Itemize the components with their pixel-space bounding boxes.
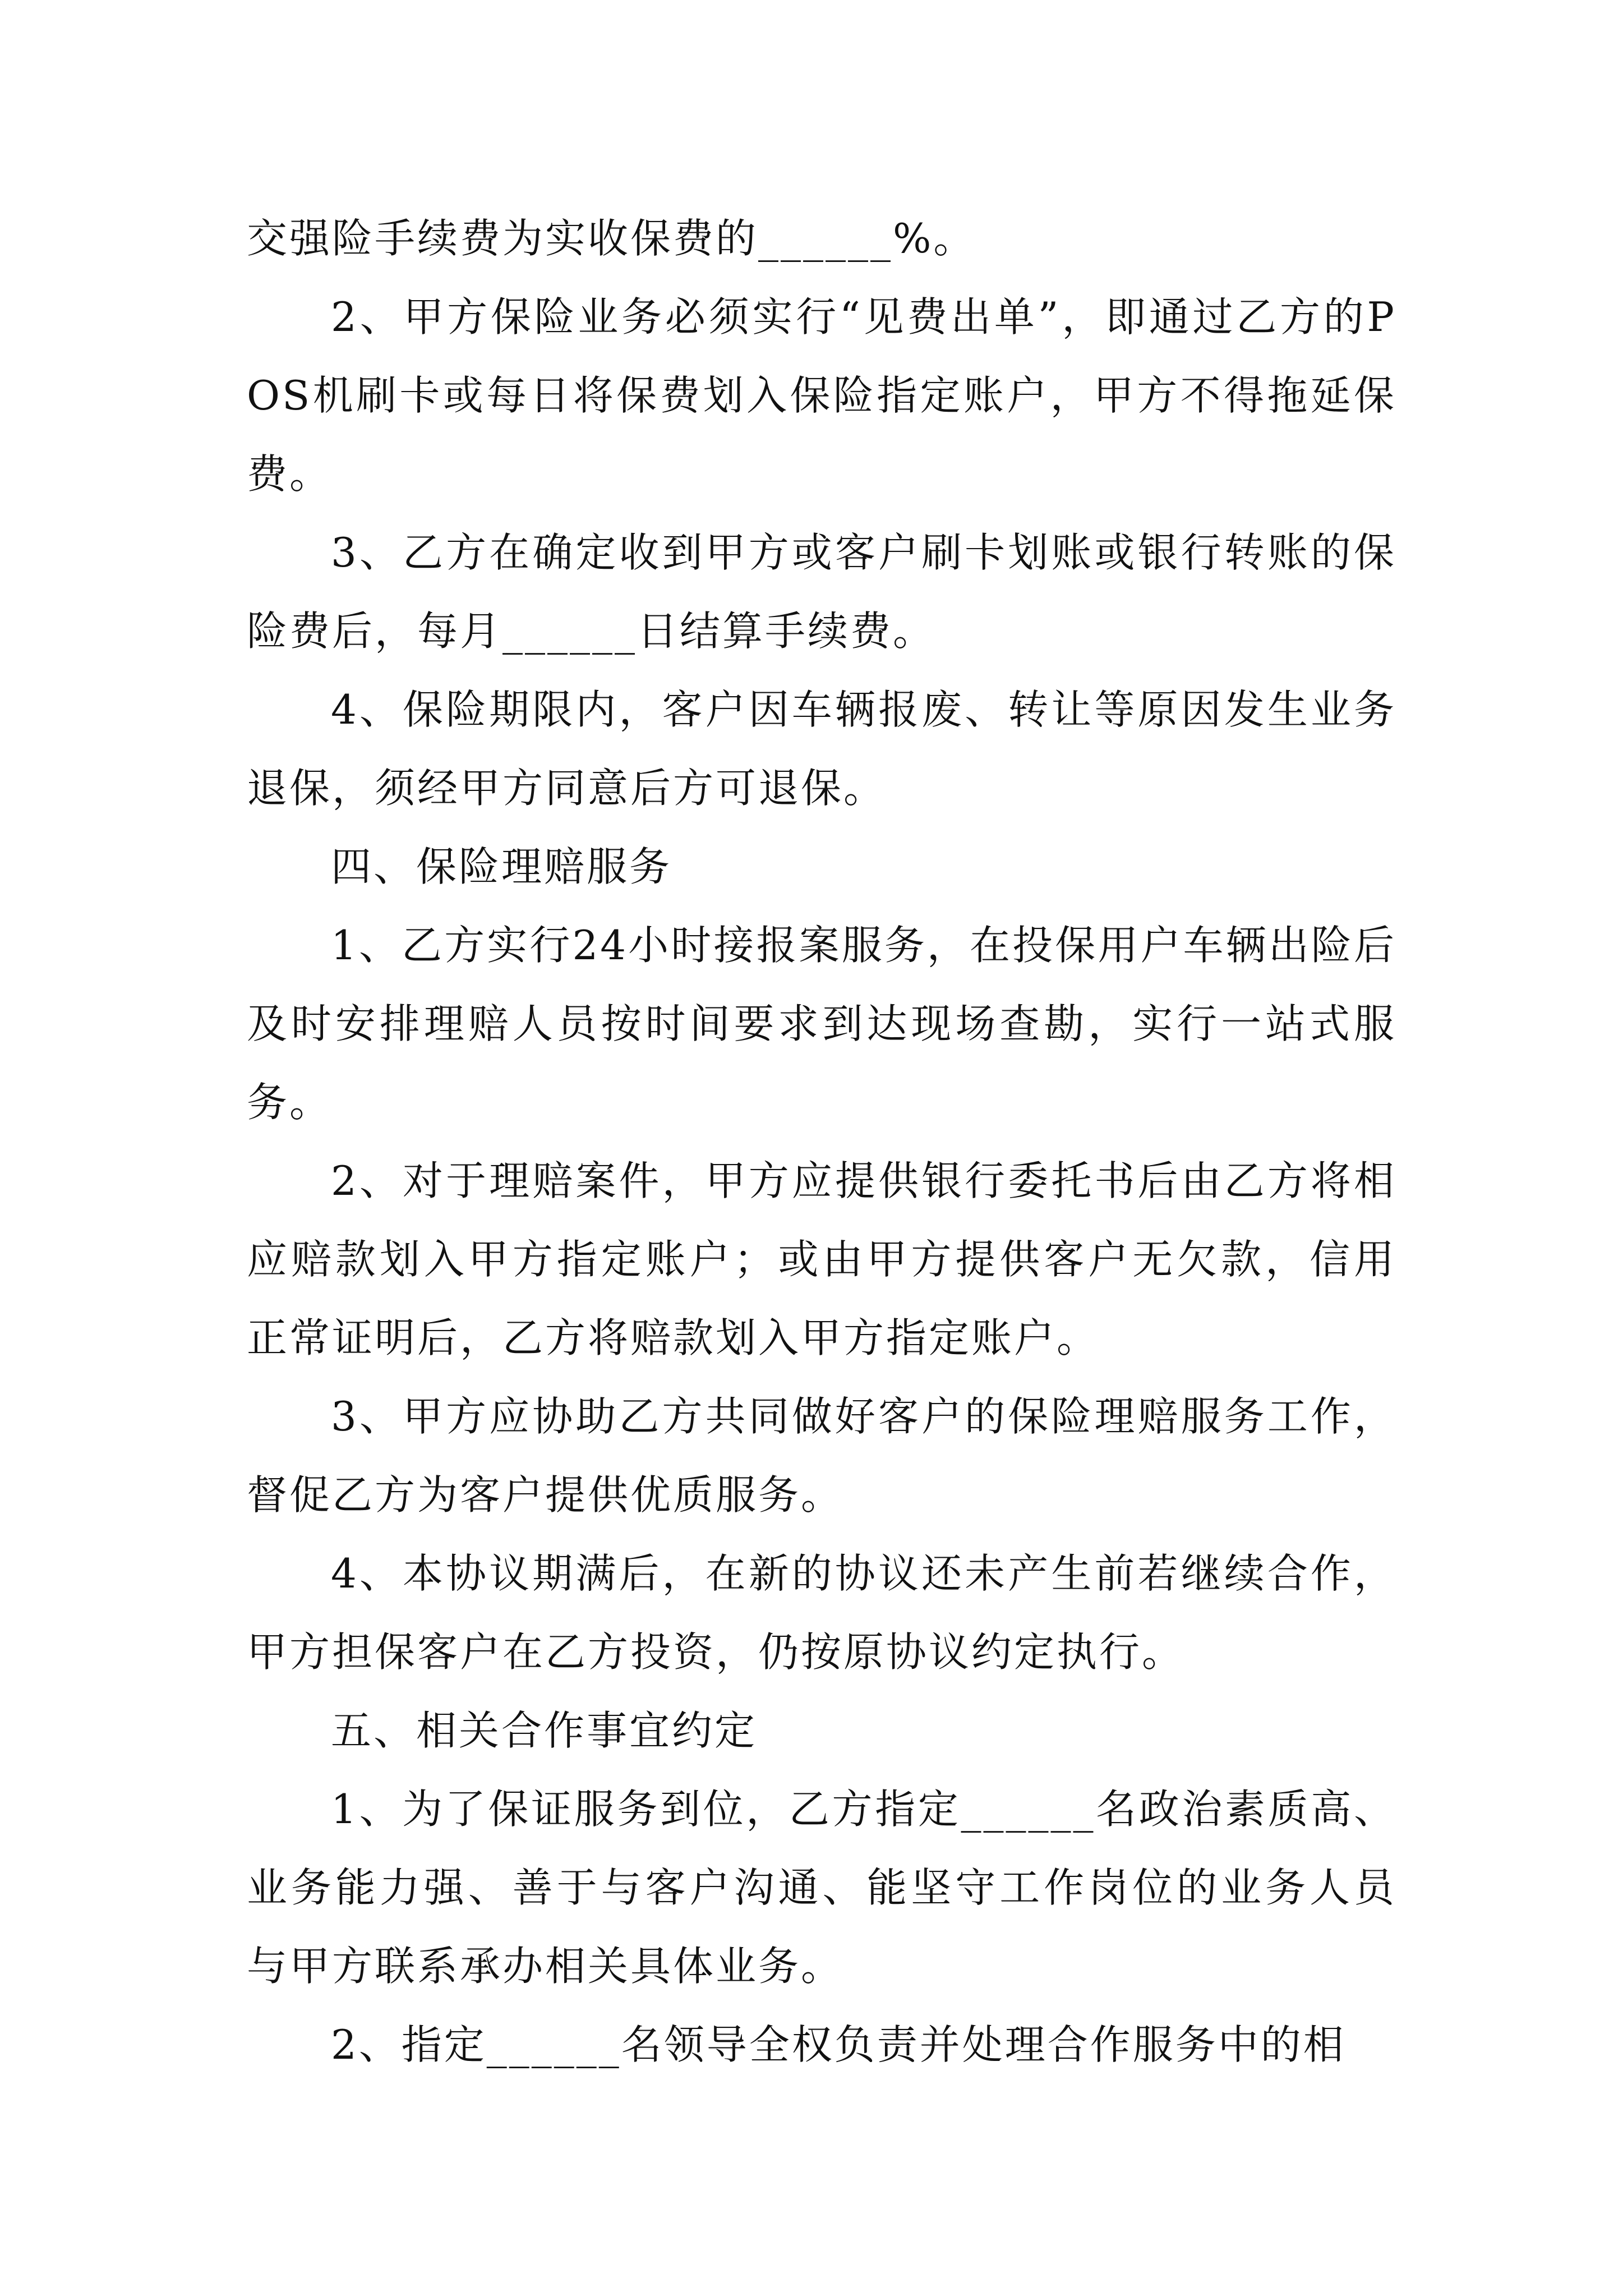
paragraph-cooperation-1: 1、为了保证服务到位，乙方指定______名政治素质高、业务能力强、善于与客户沟通、能坚守工作岗位的业务人员与甲方联系承办相关具体业务。	[247, 1786, 1396, 1990]
paragraph-claims-3: 3、甲方应协助乙方共同做好客户的保险理赔服务工作，督促乙方为客户提供优质服务。	[247, 1393, 1396, 1519]
section-heading-cooperation: 五、相关合作事宜约定	[331, 1707, 758, 1754]
paragraph-cooperation-2: 2、指定______名领导全权负责并处理合作服务中的相	[331, 2021, 1346, 2068]
paragraph-item-3-settlement: 3、乙方在确定收到甲方或客户刷卡划账或银行转账的保险费后，每月______日结算手续费。	[247, 529, 1396, 655]
paragraph-item-2-payment: 2、甲方保险业务必须实行“见费出单”，即通过乙方的POS机刷卡或每日将保费划入保险指定账户，甲方不得拖延保费。	[247, 293, 1396, 498]
paragraph-item-4-surrender: 4、保险期限内，客户因车辆报废、转让等原因发生业务退保，须经甲方同意后方可退保。	[247, 686, 1396, 812]
paragraph-claims-2: 2、对于理赔案件，甲方应提供银行委托书后由乙方将相应赔款划入甲方指定账户；或由甲方提供客户无欠款，信用正常证明后，乙方将赔款划入甲方指定账户。	[247, 1157, 1396, 1361]
paragraph-claims-4: 4、本协议期满后，在新的协议还未产生前若继续合作，甲方担保客户在乙方投资，仍按原协议约定执行。	[247, 1550, 1396, 1676]
section-heading-claims: 四、保险理赔服务	[331, 843, 672, 890]
paragraph-claims-1: 1、乙方实行24小时接报案服务，在投保用户车辆出险后及时安排理赔人员按时间要求到达现场查勘，实行一站式服务。	[247, 922, 1396, 1126]
paragraph-fee-ratio: 交强险手续费为实收保费的______%。	[247, 215, 976, 262]
document-body	[247, 199, 1396, 2084]
